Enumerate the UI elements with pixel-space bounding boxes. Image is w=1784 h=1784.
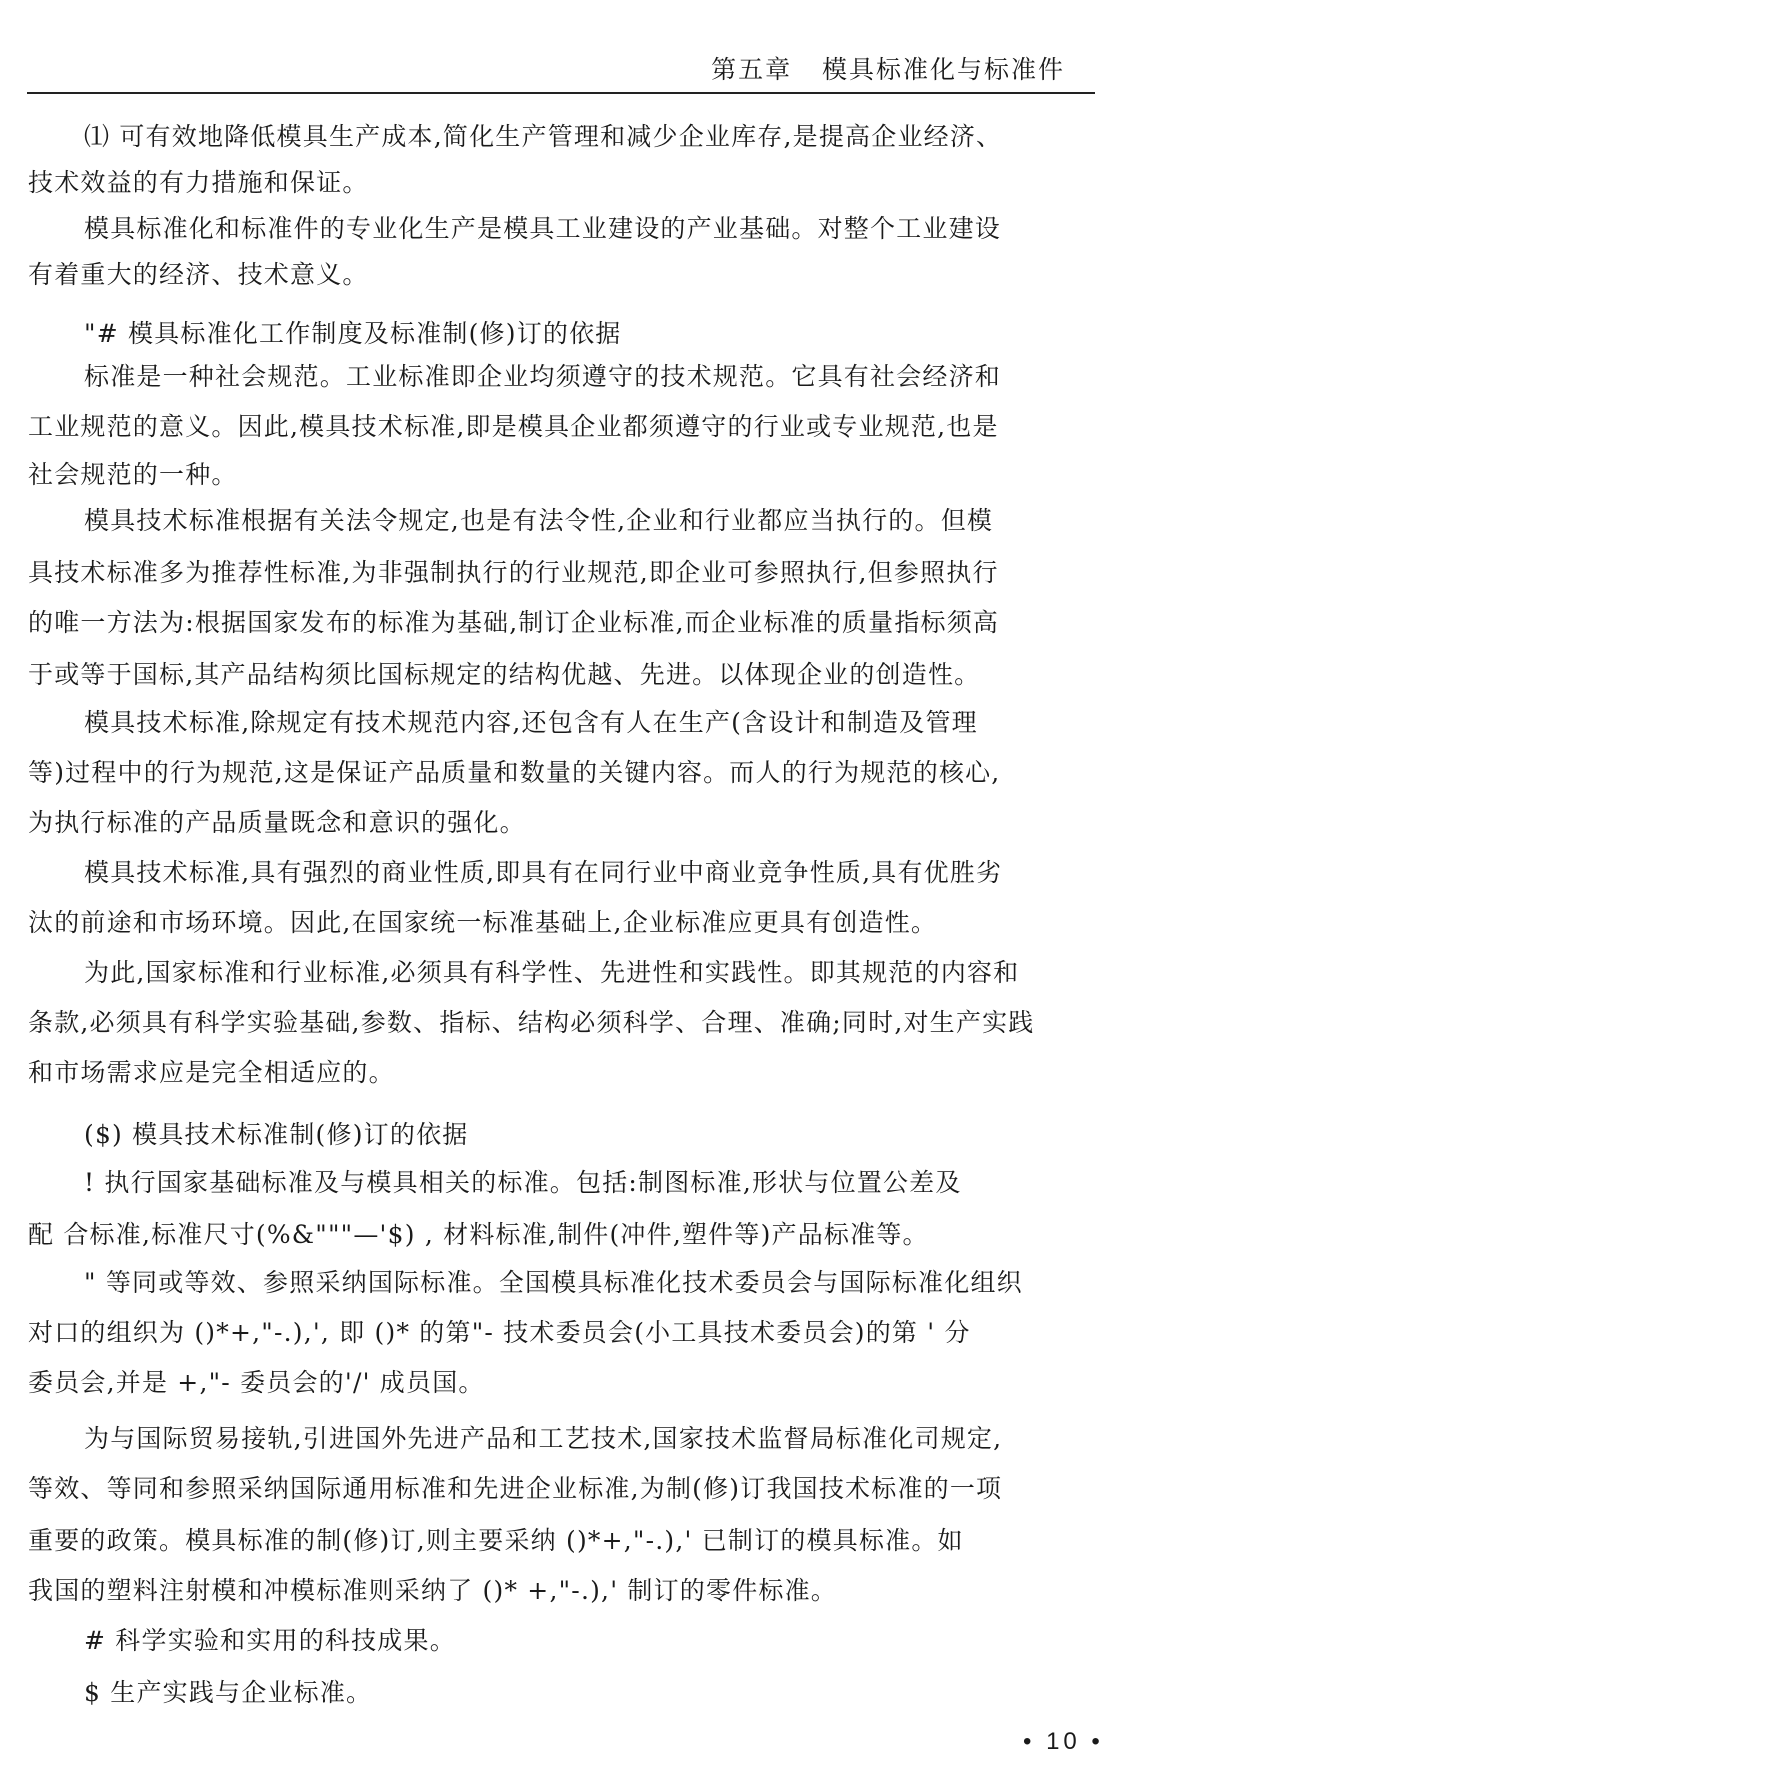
text-line: 和市场需求应是完全相适应的。: [28, 1058, 395, 1087]
text-line: 我国的塑料注射模和冲模标准则采纳了 ()* +,"-.),' 制订的零件标准。: [28, 1576, 838, 1605]
page-number: • 10 •: [1023, 1728, 1104, 1755]
text-line: 模具技术标准,除规定有技术规范内容,还包含有人在生产(含设计和制造及管理: [84, 708, 978, 737]
text-line: 模具技术标准根据有关法令规定,也是有法令性,企业和行业都应当执行的。但模: [84, 506, 994, 535]
list-item: # 科学实验和实用的科技成果。: [84, 1626, 456, 1655]
section-heading: "# 模具标准化工作制度及标准制(修)订的依据: [84, 319, 622, 348]
text-line: 标准是一种社会规范。工业标准即企业均须遵守的技术规范。它具有社会经济和: [84, 362, 1002, 391]
list-item: ! 执行国家基础标准及与模具相关的标准。包括:制图标准,形状与位置公差及: [84, 1168, 962, 1197]
text-line: 为与国际贸易接轨,引进国外先进产品和工艺技术,国家技术监督局标准化司规定,: [84, 1424, 1003, 1453]
text-line: 有着重大的经济、技术意义。: [28, 260, 369, 289]
text-line: 委员会,并是 +,"- 委员会的'/' 成员国。: [28, 1368, 485, 1397]
text-line: 配 合标准,标准尺寸(%&"""—'$) , 材料标准,制件(冲件,塑件等)产品标准等。: [28, 1220, 929, 1249]
text-line: 社会规范的一种。: [28, 460, 238, 489]
text-line: 等效、等同和参照采纳国际通用标准和先进企业标准,为制(修)订我国技术标准的一项: [28, 1474, 1003, 1503]
text-line: 对口的组织为 ()*+,"-.),', 即 ()* 的第"- 技术委员会(小工具技术委员会)的第 ' 分: [28, 1318, 971, 1347]
list-item: $ 生产实践与企业标准。: [84, 1678, 373, 1707]
text-line: 于或等于国标,其产品结构须比国标规定的结构优越、先进。以体现企业的创造性。: [28, 660, 981, 689]
text-line: 汰的前途和市场环境。因此,在国家统一标准基础上,企业标准应更具有创造性。: [28, 908, 938, 937]
section-heading: ($) 模具技术标准制(修)订的依据: [84, 1120, 469, 1149]
running-header: [27, 44, 1095, 94]
text-line: 技术效益的有力措施和保证。: [28, 168, 369, 197]
list-item: " 等同或等效、参照采纳国际标准。全国模具标准化技术委员会与国际标准化组织: [84, 1268, 1023, 1297]
text-line: 为此,国家标准和行业标准,必须具有科学性、先进性和实践性。即其规范的内容和: [84, 958, 1020, 987]
text-line: ⑴ 可有效地降低模具生产成本,简化生产管理和减少企业库存,是提高企业经济、: [84, 122, 1003, 151]
text-line: 具技术标准多为推荐性标准,为非强制执行的行业规范,即企业可参照执行,但参照执行: [28, 558, 999, 587]
text-line: 为执行标准的产品质量既念和意识的强化。: [28, 808, 526, 837]
text-line: 条款,必须具有科学实验基础,参数、指标、结构必须科学、合理、准确;同时,对生产实践: [28, 1008, 1035, 1037]
chapter-title: 第五章 模具标准化与标准件: [711, 55, 1065, 84]
text-line: 模具技术标准,具有强烈的商业性质,即具有在同行业中商业竞争性质,具有优胜劣: [84, 858, 1003, 887]
text-line: 模具标准化和标准件的专业化生产是模具工业建设的产业基础。对整个工业建设: [84, 214, 1002, 243]
text-line: 等)过程中的行为规范,这是保证产品质量和数量的关键内容。而人的行为规范的核心,: [28, 758, 1001, 787]
text-line: 工业规范的意义。因此,模具技术标准,即是模具企业都须遵守的行业或专业规范,也是: [28, 412, 999, 441]
text-line: 的唯一方法为:根据国家发布的标准为基础,制订企业标准,而企业标准的质量指标须高: [28, 608, 1000, 637]
text-line: 重要的政策。模具标准的制(修)订,则主要采纳 ()*+,"-.),' 已制订的模具标准。如: [28, 1526, 964, 1555]
